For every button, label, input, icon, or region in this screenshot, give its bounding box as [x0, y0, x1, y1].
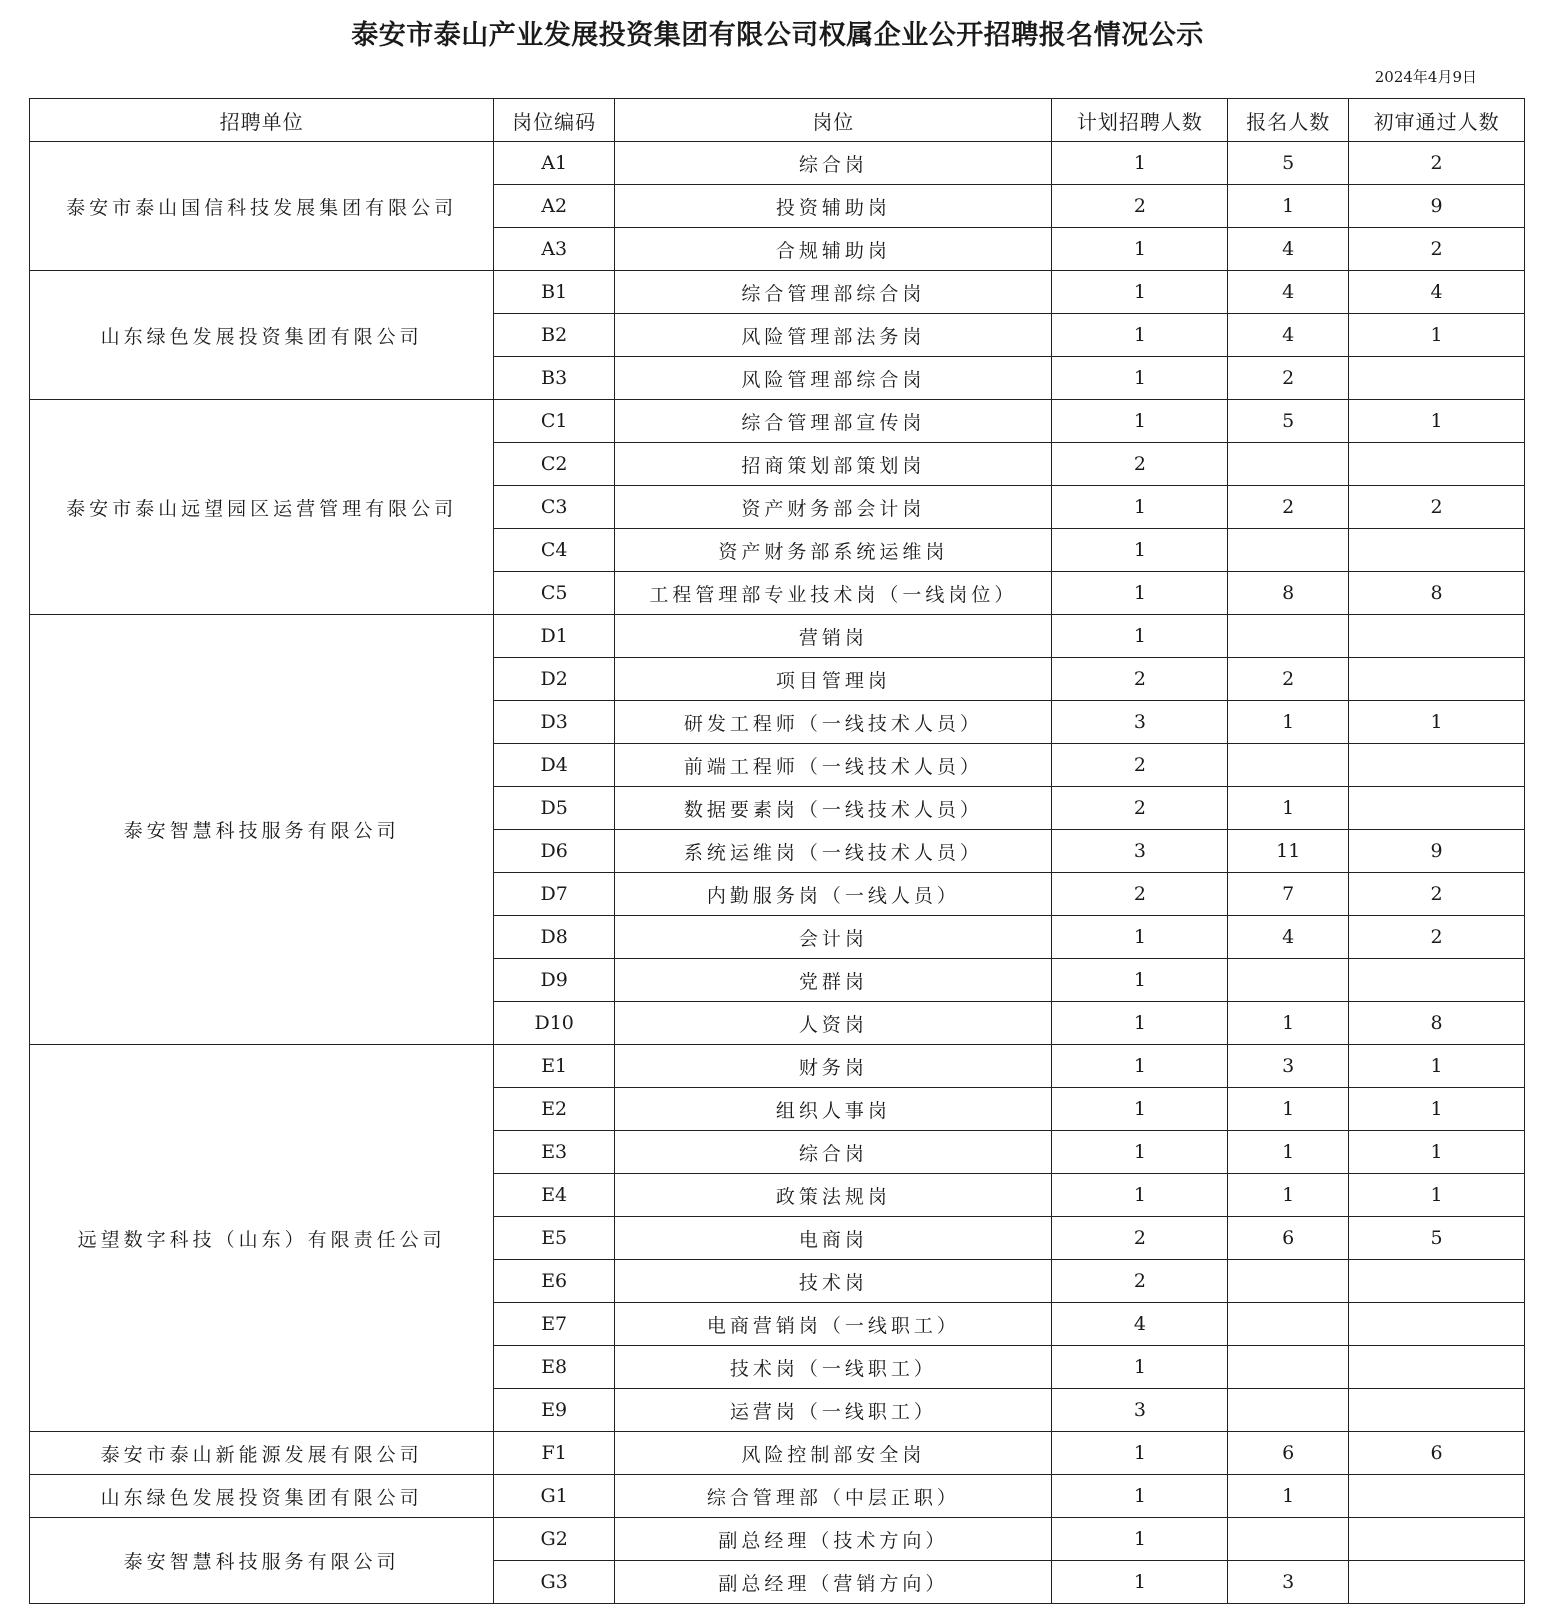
position-code-cell: E7: [494, 1303, 615, 1346]
position-name-cell: 电商营销岗（一线职工）: [615, 1303, 1052, 1346]
applicant-count-cell: 2: [1228, 658, 1349, 701]
position-code-cell: G3: [494, 1561, 615, 1604]
planned-count-cell: 2: [1052, 658, 1228, 701]
passed-count-cell: [1349, 529, 1525, 572]
position-code-cell: B2: [494, 314, 615, 357]
planned-count-cell: 1: [1052, 959, 1228, 1002]
applicant-count-cell: 1: [1228, 787, 1349, 830]
planned-count-cell: 1: [1052, 142, 1228, 185]
applicant-count-cell: 1: [1228, 1131, 1349, 1174]
applicant-count-cell: [1228, 1260, 1349, 1303]
position-name-cell: 风险管理部法务岗: [615, 314, 1052, 357]
planned-count-cell: 2: [1052, 787, 1228, 830]
applicant-count-cell: 3: [1228, 1561, 1349, 1604]
position-code-cell: C4: [494, 529, 615, 572]
planned-count-cell: 1: [1052, 1432, 1228, 1475]
publish-date: 2024年4月9日: [1374, 68, 1477, 86]
position-code-cell: D10: [494, 1002, 615, 1045]
applicant-count-cell: [1228, 1389, 1349, 1432]
passed-count-cell: [1349, 658, 1525, 701]
position-code-cell: A3: [494, 228, 615, 271]
passed-count-cell: 1: [1349, 1131, 1525, 1174]
planned-count-cell: 1: [1052, 1131, 1228, 1174]
passed-count-cell: 2: [1349, 873, 1525, 916]
planned-count-cell: 1: [1052, 228, 1228, 271]
header-position: 岗位: [615, 99, 1052, 142]
header-unit: 招聘单位: [30, 99, 494, 142]
table-row: [30, 142, 1525, 185]
position-code-cell: C1: [494, 400, 615, 443]
position-name-cell: 系统运维岗（一线技术人员）: [615, 830, 1052, 873]
position-code-cell: D5: [494, 787, 615, 830]
passed-count-cell: 8: [1349, 572, 1525, 615]
position-name-cell: 招商策划部策划岗: [615, 443, 1052, 486]
passed-count-cell: 2: [1349, 142, 1525, 185]
passed-count-cell: 1: [1349, 701, 1525, 744]
planned-count-cell: 1: [1052, 1002, 1228, 1045]
applicant-count-cell: 5: [1228, 142, 1349, 185]
position-name-cell: 数据要素岗（一线技术人员）: [615, 787, 1052, 830]
planned-count-cell: 1: [1052, 1174, 1228, 1217]
planned-count-cell: 1: [1052, 529, 1228, 572]
passed-count-cell: 4: [1349, 271, 1525, 314]
planned-count-cell: 3: [1052, 701, 1228, 744]
planned-count-cell: 1: [1052, 916, 1228, 959]
table-row: [30, 1518, 1525, 1561]
recruitment-table: [29, 98, 1525, 1604]
recruiting-unit-cell: 泰安市泰山国信科技发展集团有限公司: [30, 142, 494, 271]
passed-count-cell: 2: [1349, 228, 1525, 271]
applicant-count-cell: 11: [1228, 830, 1349, 873]
applicant-count-cell: [1228, 443, 1349, 486]
passed-count-cell: 1: [1349, 400, 1525, 443]
position-code-cell: E1: [494, 1045, 615, 1088]
position-code-cell: E4: [494, 1174, 615, 1217]
planned-count-cell: 1: [1052, 486, 1228, 529]
position-name-cell: 综合管理部（中层正职）: [615, 1475, 1052, 1518]
position-code-cell: D6: [494, 830, 615, 873]
passed-count-cell: [1349, 959, 1525, 1002]
position-name-cell: 投资辅助岗: [615, 185, 1052, 228]
applicant-count-cell: 1: [1228, 1088, 1349, 1131]
recruiting-unit-cell: 山东绿色发展投资集团有限公司: [30, 271, 494, 400]
planned-count-cell: 1: [1052, 615, 1228, 658]
passed-count-cell: [1349, 1561, 1525, 1604]
planned-count-cell: 1: [1052, 357, 1228, 400]
applicant-count-cell: 2: [1228, 357, 1349, 400]
passed-count-cell: [1349, 1303, 1525, 1346]
recruiting-unit-cell: 泰安市泰山远望园区运营管理有限公司: [30, 400, 494, 615]
position-name-cell: 技术岗: [615, 1260, 1052, 1303]
passed-count-cell: [1349, 1260, 1525, 1303]
position-name-cell: 资产财务部系统运维岗: [615, 529, 1052, 572]
planned-count-cell: 1: [1052, 400, 1228, 443]
recruiting-unit-cell: 泰安市泰山新能源发展有限公司: [30, 1432, 494, 1475]
table-row: [30, 1045, 1525, 1088]
passed-count-cell: 1: [1349, 1045, 1525, 1088]
passed-count-cell: 2: [1349, 916, 1525, 959]
applicant-count-cell: 1: [1228, 1174, 1349, 1217]
position-code-cell: E3: [494, 1131, 615, 1174]
passed-count-cell: 8: [1349, 1002, 1525, 1045]
planned-count-cell: 3: [1052, 830, 1228, 873]
applicant-count-cell: 1: [1228, 1475, 1349, 1518]
document-title: 泰安市泰山产业发展投资集团有限公司权属企业公开招聘报名情况公示: [351, 20, 1204, 51]
applicant-count-cell: 3: [1228, 1045, 1349, 1088]
planned-count-cell: 1: [1052, 1518, 1228, 1561]
planned-count-cell: 1: [1052, 1088, 1228, 1131]
position-code-cell: D3: [494, 701, 615, 744]
applicant-count-cell: 1: [1228, 185, 1349, 228]
position-name-cell: 副总经理（技术方向）: [615, 1518, 1052, 1561]
passed-count-cell: [1349, 443, 1525, 486]
position-name-cell: 组织人事岗: [615, 1088, 1052, 1131]
position-name-cell: 营销岗: [615, 615, 1052, 658]
header-code: 岗位编码: [494, 99, 615, 142]
position-name-cell: 副总经理（营销方向）: [615, 1561, 1052, 1604]
applicant-count-cell: [1228, 529, 1349, 572]
position-code-cell: A1: [494, 142, 615, 185]
position-name-cell: 人资岗: [615, 1002, 1052, 1045]
position-name-cell: 综合岗: [615, 1131, 1052, 1174]
position-name-cell: 技术岗（一线职工）: [615, 1346, 1052, 1389]
recruiting-unit-cell: 山东绿色发展投资集团有限公司: [30, 1475, 494, 1518]
applicant-count-cell: 5: [1228, 400, 1349, 443]
recruiting-unit-cell: 远望数字科技（山东）有限责任公司: [30, 1045, 494, 1432]
passed-count-cell: [1349, 1475, 1525, 1518]
planned-count-cell: 2: [1052, 1260, 1228, 1303]
passed-count-cell: [1349, 357, 1525, 400]
position-code-cell: B1: [494, 271, 615, 314]
position-code-cell: F1: [494, 1432, 615, 1475]
table-row: [30, 1432, 1525, 1475]
applicant-count-cell: 7: [1228, 873, 1349, 916]
applicant-count-cell: 8: [1228, 572, 1349, 615]
position-code-cell: E8: [494, 1346, 615, 1389]
position-code-cell: E5: [494, 1217, 615, 1260]
position-code-cell: D7: [494, 873, 615, 916]
applicant-count-cell: 6: [1228, 1432, 1349, 1475]
position-code-cell: E6: [494, 1260, 615, 1303]
position-name-cell: 研发工程师（一线技术人员）: [615, 701, 1052, 744]
table-row: [30, 1475, 1525, 1518]
position-code-cell: E2: [494, 1088, 615, 1131]
position-code-cell: D2: [494, 658, 615, 701]
passed-count-cell: 9: [1349, 185, 1525, 228]
position-name-cell: 资产财务部会计岗: [615, 486, 1052, 529]
passed-count-cell: 1: [1349, 314, 1525, 357]
table-row: [30, 400, 1525, 443]
applicant-count-cell: [1228, 1518, 1349, 1561]
planned-count-cell: 1: [1052, 1475, 1228, 1518]
applicant-count-cell: [1228, 1303, 1349, 1346]
planned-count-cell: 4: [1052, 1303, 1228, 1346]
position-name-cell: 合规辅助岗: [615, 228, 1052, 271]
applicant-count-cell: 1: [1228, 1002, 1349, 1045]
position-name-cell: 项目管理岗: [615, 658, 1052, 701]
applicant-count-cell: [1228, 1346, 1349, 1389]
position-code-cell: B3: [494, 357, 615, 400]
applicant-count-cell: 1: [1228, 701, 1349, 744]
passed-count-cell: [1349, 1518, 1525, 1561]
applicant-count-cell: 4: [1228, 271, 1349, 314]
header-applicants: 报名人数: [1228, 99, 1349, 142]
position-code-cell: C2: [494, 443, 615, 486]
table-row: [30, 615, 1525, 658]
planned-count-cell: 1: [1052, 1561, 1228, 1604]
passed-count-cell: [1349, 744, 1525, 787]
applicant-count-cell: 4: [1228, 228, 1349, 271]
applicant-count-cell: 2: [1228, 486, 1349, 529]
applicant-count-cell: 4: [1228, 916, 1349, 959]
recruiting-unit-cell: 泰安智慧科技服务有限公司: [30, 1518, 494, 1604]
recruiting-unit-cell: 泰安智慧科技服务有限公司: [30, 615, 494, 1045]
applicant-count-cell: [1228, 744, 1349, 787]
position-name-cell: 风险管理部综合岗: [615, 357, 1052, 400]
position-name-cell: 风险控制部安全岗: [615, 1432, 1052, 1475]
passed-count-cell: [1349, 615, 1525, 658]
passed-count-cell: 1: [1349, 1088, 1525, 1131]
planned-count-cell: 1: [1052, 1045, 1228, 1088]
position-code-cell: G2: [494, 1518, 615, 1561]
planned-count-cell: 2: [1052, 1217, 1228, 1260]
planned-count-cell: 2: [1052, 744, 1228, 787]
passed-count-cell: 5: [1349, 1217, 1525, 1260]
planned-count-cell: 2: [1052, 443, 1228, 486]
position-name-cell: 综合管理部综合岗: [615, 271, 1052, 314]
passed-count-cell: 1: [1349, 1174, 1525, 1217]
passed-count-cell: [1349, 787, 1525, 830]
position-name-cell: 工程管理部专业技术岗（一线岗位）: [615, 572, 1052, 615]
header-passed: 初审通过人数: [1349, 99, 1525, 142]
position-name-cell: 电商岗: [615, 1217, 1052, 1260]
table-row: [30, 271, 1525, 314]
passed-count-cell: [1349, 1389, 1525, 1432]
position-name-cell: 政策法规岗: [615, 1174, 1052, 1217]
passed-count-cell: 6: [1349, 1432, 1525, 1475]
position-code-cell: C3: [494, 486, 615, 529]
planned-count-cell: 1: [1052, 314, 1228, 357]
applicant-count-cell: [1228, 959, 1349, 1002]
passed-count-cell: 2: [1349, 486, 1525, 529]
position-code-cell: C5: [494, 572, 615, 615]
position-name-cell: 综合岗: [615, 142, 1052, 185]
passed-count-cell: 9: [1349, 830, 1525, 873]
planned-count-cell: 2: [1052, 873, 1228, 916]
position-name-cell: 会计岗: [615, 916, 1052, 959]
position-code-cell: G1: [494, 1475, 615, 1518]
planned-count-cell: 3: [1052, 1389, 1228, 1432]
position-name-cell: 党群岗: [615, 959, 1052, 1002]
applicant-count-cell: [1228, 615, 1349, 658]
position-name-cell: 综合管理部宣传岗: [615, 400, 1052, 443]
applicant-count-cell: 4: [1228, 314, 1349, 357]
planned-count-cell: 1: [1052, 271, 1228, 314]
header-row: [30, 99, 1525, 142]
table-body: [30, 142, 1525, 1604]
position-code-cell: E9: [494, 1389, 615, 1432]
position-code-cell: D8: [494, 916, 615, 959]
position-name-cell: 前端工程师（一线技术人员）: [615, 744, 1052, 787]
position-name-cell: 内勤服务岗（一线人员）: [615, 873, 1052, 916]
passed-count-cell: [1349, 1346, 1525, 1389]
position-code-cell: D1: [494, 615, 615, 658]
position-code-cell: A2: [494, 185, 615, 228]
applicant-count-cell: 6: [1228, 1217, 1349, 1260]
planned-count-cell: 1: [1052, 572, 1228, 615]
position-code-cell: D9: [494, 959, 615, 1002]
planned-count-cell: 1: [1052, 1346, 1228, 1389]
table-header: [30, 99, 1525, 142]
position-name-cell: 财务岗: [615, 1045, 1052, 1088]
position-code-cell: D4: [494, 744, 615, 787]
planned-count-cell: 2: [1052, 185, 1228, 228]
header-planned: 计划招聘人数: [1052, 99, 1228, 142]
position-name-cell: 运营岗（一线职工）: [615, 1389, 1052, 1432]
